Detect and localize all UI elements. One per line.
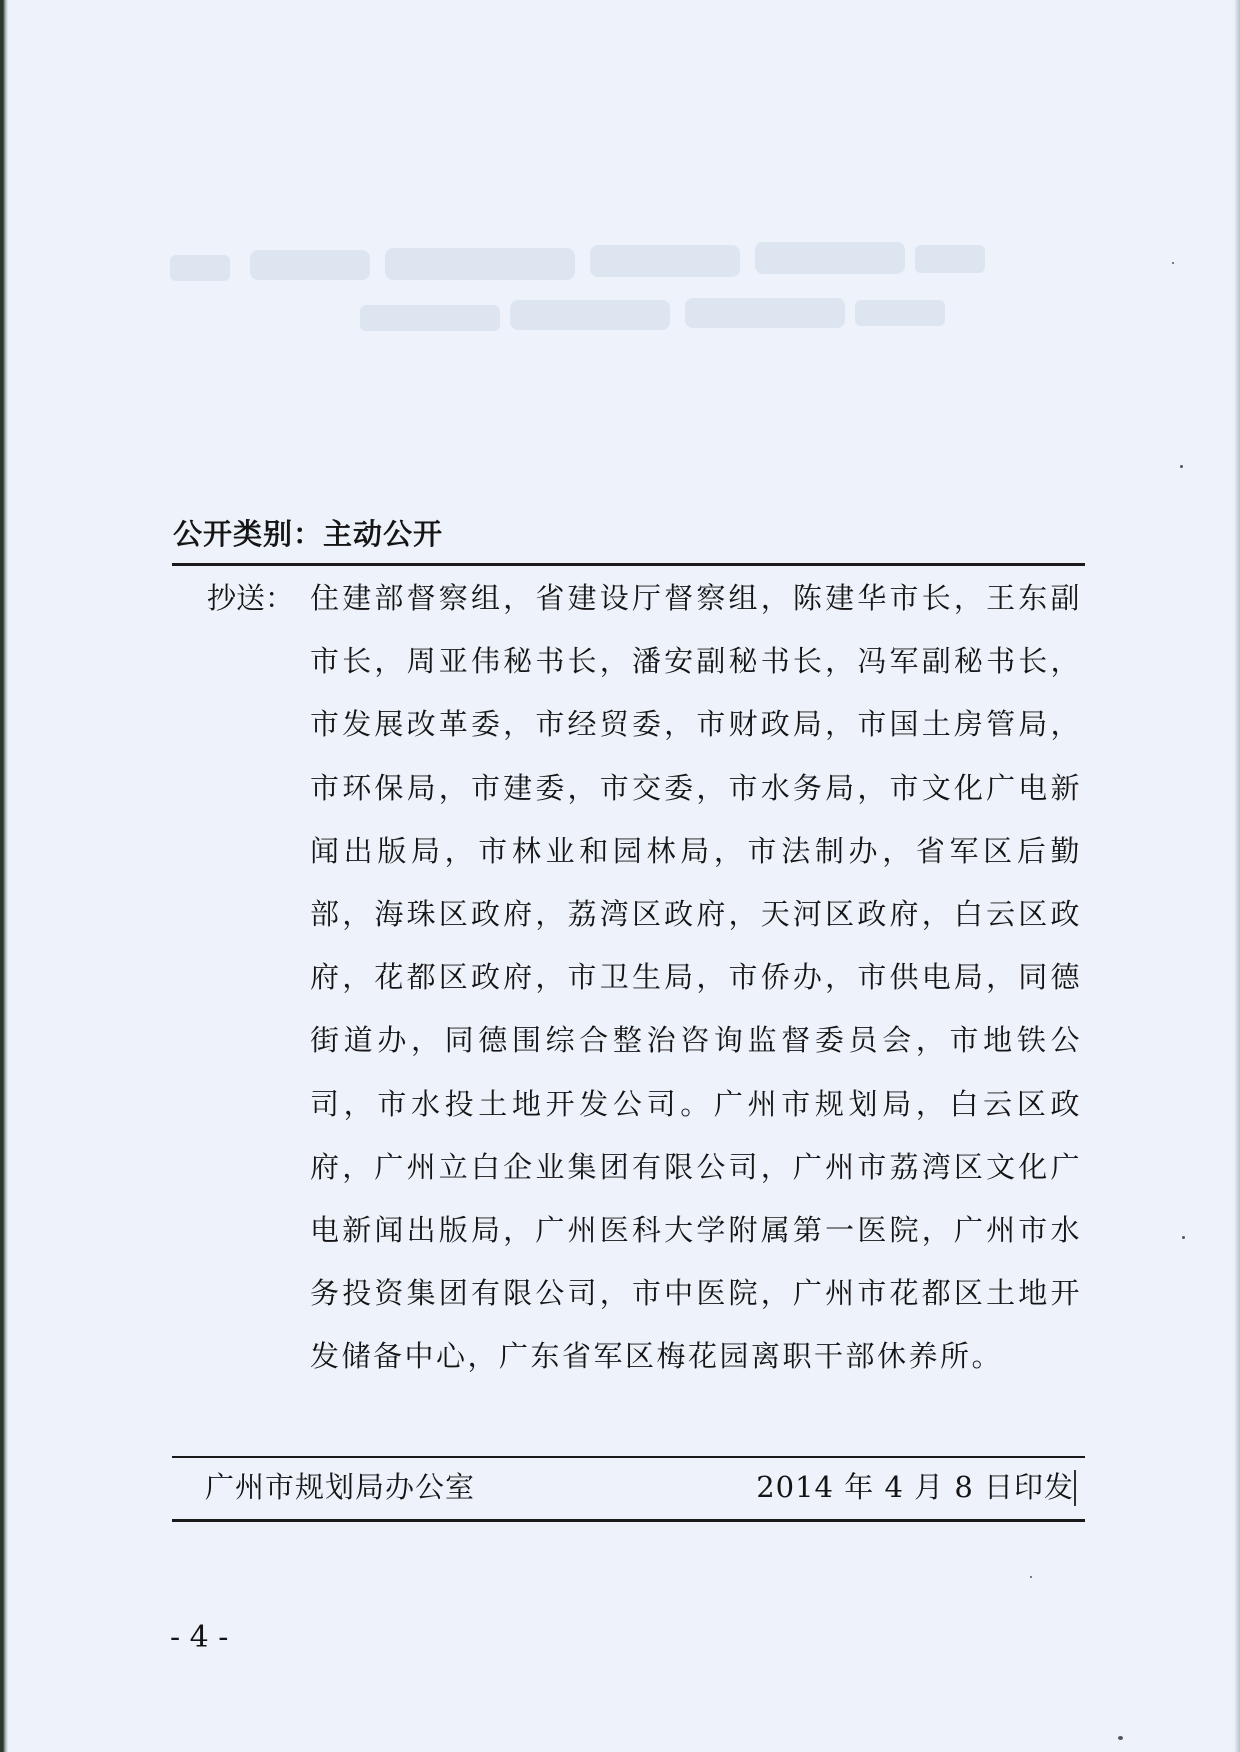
disclosure-category [173, 512, 443, 553]
bottom-rule [172, 1519, 1085, 1522]
page-number: - 4 - [170, 1620, 229, 1655]
cc-label: 抄送： [207, 581, 295, 615]
bleed-through-shadow [0, 0, 1240, 400]
middle-rule [172, 1456, 1085, 1458]
issuing-office: 广州市规划局办公室 [205, 1470, 476, 1504]
scan-mark [1074, 1470, 1076, 1506]
scan-speck [1180, 465, 1183, 468]
scan-speck [1030, 1576, 1032, 1578]
scan-speck [1172, 262, 1174, 264]
disclosure-category-label: 公开类别： [173, 517, 324, 551]
top-rule [172, 563, 1085, 566]
cc-recipients: 住建部督察组，省建设厅督察组，陈建华市长，王东副市长，周亚伟秘书长，潘安副秘书长，冯军副秘书长，市发展改革委，市经贸委，市财政局，市国土房管局，市环保局，市建委，市交委，市水务局，市文化广电新闻出版局，市林业和园林局，市法制办，省军区后勤部，海珠区政府，荔湾区政府，天河区政府，白云区政府，花都区政府，市卫生局，市侨办，市供电局，同德街道办，同德围综合整治咨询监督委员会，市地铁公司，市水投土地开发公司。广州市规划局，白云区政府，广州立白企业集团有限公司，广州市荔湾区文化广电新闻出版局，广州医科大学附属第一医院，广州市水务投资集团有限公司，市中医院，广州市花都区土地开发储备中心，广东省军区梅花园离职干部休养所。 [310, 581, 1082, 1374]
disclosure-category-value: 主动公开 [323, 517, 444, 551]
issue-date: 2014 年 4 月 8 日印发 [756, 1470, 1074, 1504]
scan-speck [1182, 1236, 1185, 1239]
cc-section [207, 567, 1087, 1453]
scan-speck [1118, 1736, 1123, 1740]
